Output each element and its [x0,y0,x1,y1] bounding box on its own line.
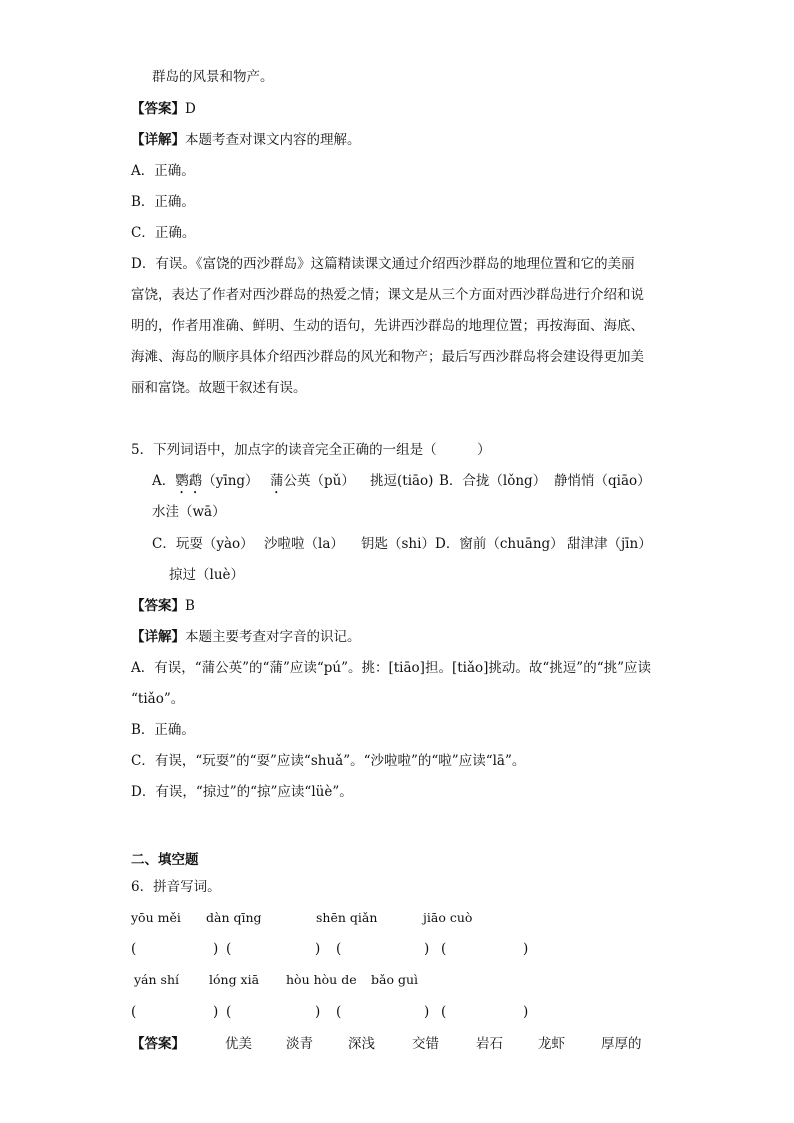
q5-explain-c: C．有误，“玩耍”的“耍”应读“shuǎ”。“沙啦啦”的“啦”应读“lā”。 [131,753,526,769]
explain-d-line2: 富饶，表达了作者对西沙群岛的热爱之情；课文是从三个方面对西沙群岛进行介绍和说 [131,287,644,303]
blank-4-open: ( [441,941,447,957]
q6-title: 6．拼音写词。 [131,879,221,895]
q5-answer-line [131,597,195,615]
detail-text: 本题考查对课文内容的理解。 [185,132,361,148]
detail-text: 本题主要考查对字音的识记。 [185,629,361,645]
answer-value: D [185,101,196,117]
q6-answer-7: 厚厚的 [601,1036,642,1052]
q6-answer-3: 深浅 [348,1036,375,1052]
q6-answer-6: 龙虾 [538,1036,565,1052]
answer-value: B [185,598,195,614]
option-c-word2: 沙啦啦（la） [264,536,344,552]
option-b-word1: B．合拢（lǒng） [439,473,547,489]
blank-2-open: ( [226,941,232,957]
option-b-word2: 静悄悄（qiāo） [554,473,651,489]
explain-c: C．正确。 [131,225,196,241]
q6-answer-1: 优美 [225,1036,252,1052]
q5-explain-b: B．正确。 [131,722,195,738]
pinyin-3: shēn qiǎn [316,910,378,925]
blank-2-close: ) [315,941,321,957]
blank-8-open: ( [441,1004,447,1020]
option-c-word3: 钥匙（shi） [361,536,435,552]
blank-5-open: ( [131,1004,137,1020]
blank-1-open: ( [131,941,137,957]
blank-1-close: ) [213,941,219,957]
blank-6-open: ( [226,1004,232,1020]
answer-label: 【答案】 [131,598,185,614]
option-d-word2: 甜津津（jīn） [567,536,652,552]
pinyin-5: yán shí [134,972,180,987]
q5-detail-line [131,628,361,646]
q5-explain-a-line2: “tiǎo”。 [131,691,185,707]
blank-8-close: ) [523,1004,529,1020]
q5-option-row-1 [152,472,259,497]
pinyin-1: yōu měi [131,910,181,925]
blank-3-open: ( [336,941,342,957]
section-heading: 二、填空题 [131,852,199,868]
detail-label: 【详解】 [131,132,185,148]
pinyin-7: hòu hòu de [286,972,357,987]
q6-answer-2: 淡青 [286,1036,313,1052]
q6-answer-5: 岩石 [476,1036,503,1052]
blank-3-close: ) [424,941,430,957]
explain-d-line4: 海滩、海岛的顺序具体介绍西沙群岛的风光和物产；最后写西沙群岛将会建设得更加美 [131,349,644,365]
pinyin-8: bǎo guì [371,972,419,987]
blank-7-close: ) [424,1004,430,1020]
blank-5-close: ) [213,1004,219,1020]
option-c-word1: C．玩耍（yào） [152,536,254,552]
q5-explain-a-line1: A．有误，“蒲公英”的“蒲”应读“pú”。挑：[tiāo]担。[tiǎo]挑动。故“挑逗”的“挑”应读 [131,660,652,676]
option-d-word3: 掠过（luè） [169,567,245,583]
pinyin-2: dàn qīng [206,910,262,925]
option-a-letter: A． [152,473,176,489]
answer-line [131,100,196,118]
option-a-word1-pinyin: （yīng） [202,473,259,489]
explain-d-line5: 丽和富饶。故题干叙述有误。 [131,380,307,396]
pinyin-6: lóng xiā [209,972,260,987]
detail-label: 【详解】 [131,629,185,645]
q6-answer-4: 交错 [412,1036,439,1052]
explain-b: B．正确。 [131,194,195,210]
blank-6-close: ) [315,1004,321,1020]
blank-7-open: ( [336,1004,342,1020]
answer-label: 【答案】 [131,101,185,117]
explain-a: A．正确。 [131,163,195,179]
continuation-line: 群岛的风景和物产。 [152,69,274,85]
q5-stem: 5．下列词语中，加点字的读音完全正确的一组是（ ） [131,442,491,458]
q6-answer-label: 【答案】 [131,1036,185,1052]
explain-d-line3: 明的，作者用准确、鲜明、生动的语句，先讲西沙群岛的地理位置；再按海面、海底、 [131,318,644,334]
explain-d-line1: D．有误。《富饶的西沙群岛》这篇精读课文通过介绍西沙群岛的地理位置和它的美丽 [131,256,635,272]
pinyin-4: jiāo cuò [423,910,473,925]
option-a-word3: 挑逗(tiāo) [370,473,434,489]
detail-line [131,131,361,149]
option-b-word3: 水洼（wā） [152,504,226,520]
option-a-word2: 蒲公英（pǔ） [270,473,355,489]
option-a-word1: 鹦鹉 [175,473,203,489]
blank-4-close: ) [523,941,529,957]
q5-explain-d: D．有误，“掠过”的“掠”应读“lüè”。 [131,784,353,800]
option-d-word1: D．窗前（chuāng） [435,536,564,552]
